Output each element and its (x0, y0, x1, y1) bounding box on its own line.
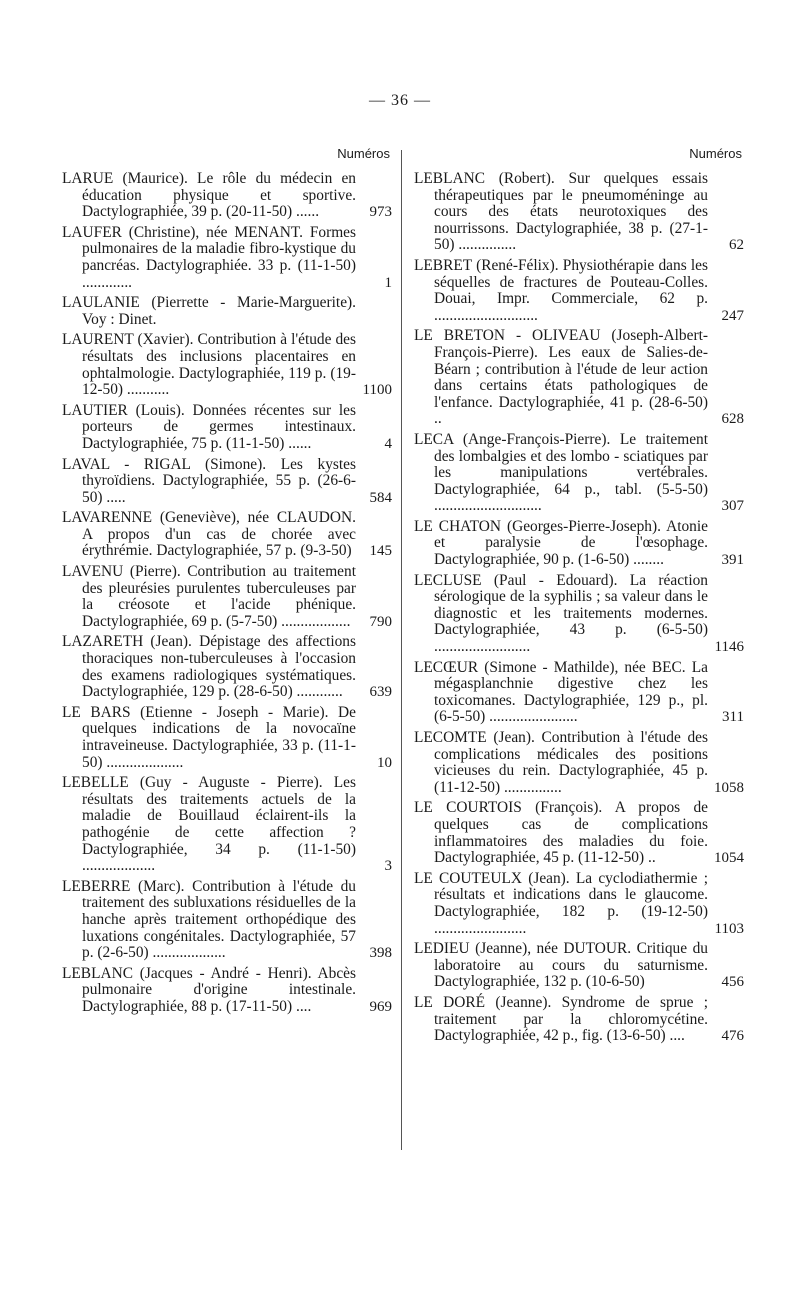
entry-text: LARUE (Maurice). Le rôle du médecin en éducation physique et sportive. Dactylographiée, 39 p. (20-11-50) ...... (62, 170, 356, 221)
bibliography-entry (414, 573, 744, 656)
bibliography-entry (414, 871, 744, 937)
right-column (414, 146, 744, 1049)
entry-text: LE DORÉ (Jeanne). Syndrome de sprue ; traitement par la chloromycétine. Dactylographiée, 42 p., fig. (13-6-50) .... (414, 993, 708, 1045)
left-column (62, 146, 392, 1020)
bibliography-entry (414, 941, 744, 991)
entry-text: LAUTIER (Louis). Données récentes sur les porteurs de germes intestinaux. Dactylographiée, 75 p. (11-1-50) ...... (62, 401, 356, 452)
entry-text: LAZARETH (Jean). Dépistage des affections thoraciques non-tuberculeuses à l'occasion des examens radiologiques systématiques. Dactylographiée, 129 p. (28-6-50) ............ (62, 633, 356, 701)
column-header: Numéros (337, 146, 390, 161)
entry-text: LEBLANC (Robert). Sur quelques essais thérapeutiques par le pneumoméninge au cours des états neurotoxiques des nourrissons. Dactylographiée, 38 p. (27-1-50) ............... (414, 170, 708, 254)
bibliography-entry (62, 225, 392, 291)
bibliography-entry (62, 775, 392, 875)
left-entry-list (62, 171, 392, 1016)
bibliography-entry (414, 171, 744, 254)
entry-text: LAULANIE (Pierrette - Marie-Marguerite). Voy : Dinet. (62, 294, 356, 328)
entry-number: 1100 (362, 382, 392, 399)
bibliography-entry (62, 510, 392, 560)
entry-number: 476 (721, 1028, 744, 1045)
bibliography-entry (414, 730, 744, 796)
entry-text: LECŒUR (Simone - Mathilde), née BEC. La mégasplanchnie digestive chez les toxicomanes. Dactylographiée, 129 p., pl. (6-5-50) ....................... (414, 658, 708, 726)
bibliography-entry (62, 295, 392, 328)
entry-number: 1058 (714, 779, 744, 796)
entry-text: LAVAL - RIGAL (Simone). Les kystes thyroïdiens. Dactylographiée, 55 p. (26-6-50) ..... (62, 455, 356, 506)
entry-number: 307 (721, 498, 744, 515)
right-entry-list (414, 171, 744, 1045)
entry-number: 790 (369, 613, 392, 630)
entry-number: 456 (721, 974, 744, 991)
entry-text: LECA (Ange-François-Pierre). Le traitement des lombalgies et des lombo - sciatiques par les manipulations vertébrales. Dactylographiée, 64 p., tabl. (5-5-50) ............................ (414, 430, 708, 515)
entry-number: 584 (369, 489, 392, 506)
column-header: Numéros (689, 146, 742, 161)
bibliography-entry (414, 995, 744, 1045)
entry-text: LE BRETON - OLIVEAU (Joseph-Albert-François-Pierre). Les eaux de Salies-de-Béarn ; contribution à l'étude de leur action dans certains états pathologiques de l'enfance. Dactylographiée, 41 p. (28-6-50) .. (414, 327, 708, 428)
entry-text: LEBERRE (Marc). Contribution à l'étude du traitement des subluxations résiduelles de la hanche après traitement orthopédique des luxations congénitales. Dactylographiée, 57 p. (2-6-50) ................... (62, 877, 356, 962)
entry-number: 969 (369, 998, 392, 1015)
entry-number: 62 (729, 237, 744, 254)
entry-number: 973 (369, 204, 392, 221)
entry-number: 639 (369, 684, 392, 701)
entry-number: 628 (721, 411, 744, 428)
entry-text: LE BARS (Etienne - Joseph - Marie). De quelques indications de la novocaïne intraveineuse. Dactylographiée, 33 p. (11-1-50) .................... (62, 703, 356, 771)
bibliography-entry (62, 171, 392, 221)
bibliography-entry (414, 328, 744, 428)
entry-number: 4 (384, 435, 392, 452)
entry-text: LE COURTOIS (François). A propos de quelques cas de complications inflammatoires des maladies du foie. Dactylographiée, 45 p. (11-12-50) .. (414, 799, 708, 867)
entry-number: 398 (369, 945, 392, 962)
entry-number: 391 (721, 552, 744, 569)
entry-number: 10 (377, 754, 392, 771)
bibliography-entry (62, 564, 392, 630)
entry-number: 311 (722, 709, 744, 726)
entry-text: LAVARENNE (Geneviève), née CLAUDON. A propos d'un cas de chorée avec érythrémie. Dactylographiée, 57 p. (9-3-50) (62, 509, 356, 560)
entry-text: LECLUSE (Paul - Edouard). La réaction sérologique de la syphilis ; sa valeur dans le diagnostic et les traitements modernes. Dactylographiée, 43 p. (6-5-50) ......................... (414, 571, 708, 656)
entry-number: 145 (369, 543, 392, 560)
entry-number: 1054 (714, 850, 744, 867)
bibliography-entry (414, 432, 744, 515)
page-number: — 36 — (369, 92, 431, 109)
bibliography-entry (414, 800, 744, 866)
bibliography-entry (414, 258, 744, 324)
entry-number: 1103 (714, 920, 744, 937)
entry-text: LE CHATON (Georges-Pierre-Joseph). Atonie et paralysie de l'œsophage. Dactylographiée, 90 p. (1-6-50) ........ (414, 517, 708, 569)
entry-text: LAUFER (Christine), née MENANT. Formes pulmonaires de la maladie fibro-kystique du pancréas. Dactylographiée. 33 p. (11-1-50) ............. (62, 223, 356, 291)
entry-number: 3 (384, 858, 392, 875)
entry-text: LE COUTEULX (Jean). La cyclodiathermie ; résultats et indications dans le glaucome. Dactylographiée, 182 p. (19-12-50) ........................ (414, 869, 708, 937)
entry-text: LAURENT (Xavier). Contribution à l'étude des résultats des inclusions placentaires en ophtalmologie. Dactylographiée, 119 p. (19-12-50) ........... (62, 331, 356, 399)
bibliography-entry (62, 634, 392, 700)
entry-text: LAVENU (Pierre). Contribution au traitement des pleurésies purulentes tuberculeuses par la créosote et l'acide phénique. Dactylographiée, 69 p. (5-7-50) .................. (62, 563, 356, 630)
bibliography-entry (62, 966, 392, 1016)
entry-number: 1146 (714, 639, 744, 656)
entry-text: LEBRET (René-Félix). Physiothérapie dans les séquelles de fractures de Pouteau-Colles. Douai, Impr. Commerciale, 62 p. ........................... (414, 256, 708, 324)
bibliography-entry (62, 457, 392, 507)
entry-number: 247 (721, 307, 744, 324)
bibliography-entry (414, 519, 744, 569)
entry-text: LEDIEU (Jeanne), née DUTOUR. Critique du laboratoire au cours du saturnisme. Dactylographiée, 132 p. (10-6-50) (414, 940, 708, 991)
entry-text: LEBLANC (Jacques - André - Henri). Abcès pulmonaire d'origine intestinale. Dactylographiée, 88 p. (17-11-50) .... (62, 964, 356, 1015)
bibliography-entry (62, 705, 392, 771)
entry-number: 1 (384, 274, 392, 291)
entry-text: LECOMTE (Jean). Contribution à l'étude des complications médicales des positions vicieuses du rein. Dactylographiée, 45 p. (11-12-50) ............... (414, 729, 708, 796)
bibliography-entry (414, 660, 744, 726)
entry-text: LEBELLE (Guy - Auguste - Pierre). Les résultats des traitements actuels de la maladie de Bouillaud éclairent-ils la pathogénie de cette affection ? Dactylographiée, 34 p. (11-1-50) ................... (62, 774, 356, 875)
column-divider (401, 150, 402, 1150)
bibliography-entry (62, 879, 392, 962)
bibliography-entry (62, 403, 392, 453)
bibliography-entry (62, 332, 392, 398)
